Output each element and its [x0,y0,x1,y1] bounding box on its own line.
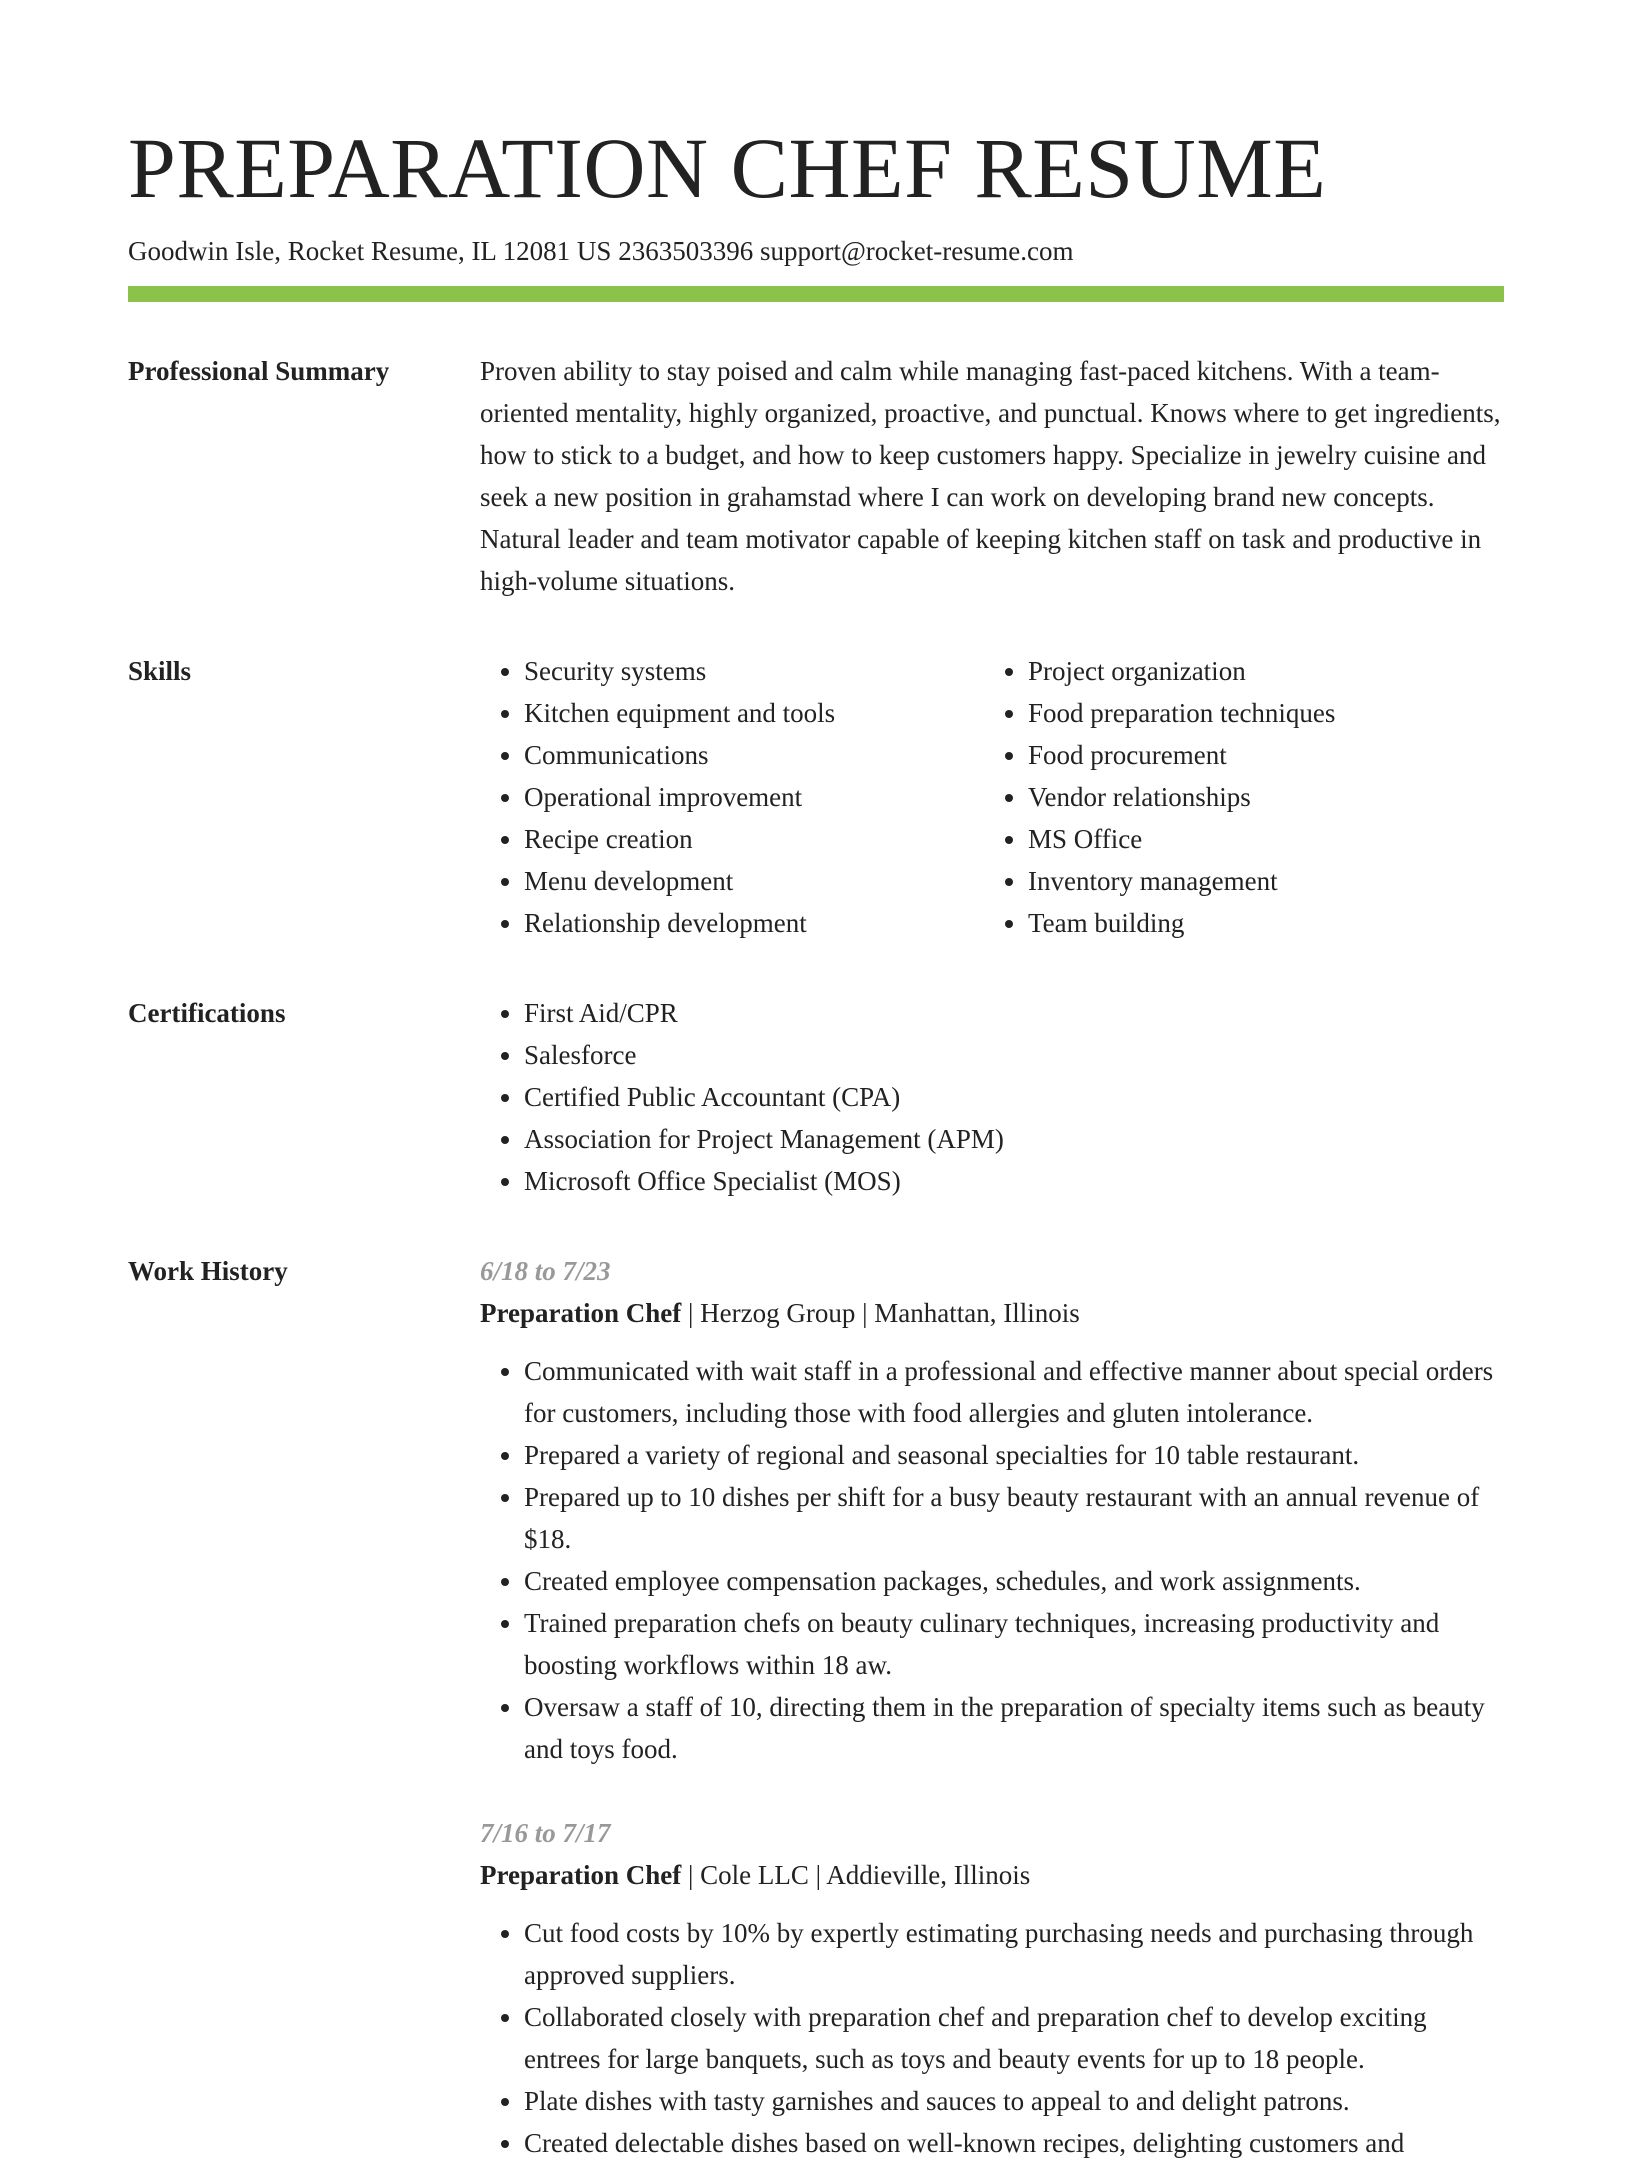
certifications-list [480,992,1504,1202]
skills-section [128,650,1504,944]
section-label: Skills [128,656,192,686]
job-bullet: • Trained preparation chefs on beauty culinary techniques, increasing productivity and boosting workflows within 18 aw. [524,1602,1504,1686]
skill-item: • Security systems [524,650,984,692]
skill-item: • Food preparation techniques [1028,692,1532,734]
skill-item: • Menu development [524,860,984,902]
skills-list-right [984,650,1532,944]
resume-title: PREPARATION CHEF RESUME [128,120,1327,216]
skill-item: • Operational improvement [524,776,984,818]
skills-grid [480,650,1504,944]
job-bullet: • Oversaw a staff of 10, directing them in the preparation of specialty items such as beauty and toys food. [524,1686,1504,1770]
job-bullet: • Created employee compensation packages, schedules, and work assignments. [524,1560,1504,1602]
job-entry [480,1250,1504,1770]
job-bullets [480,1912,1504,2164]
job-employer-location: | Herzog Group | Manhattan, Illinois [681,1298,1080,1328]
job-bullets [480,1350,1504,1770]
contact-line: Goodwin Isle, Rocket Resume, IL 12081 US 2363503396 support@rocket-resume.com [128,236,1074,266]
jobs-container [480,1250,1504,2164]
skill-item: • Relationship development [524,902,984,944]
job-bullet: • Communicated with wait staff in a professional and effective manner about special orders for customers, including those with food allergies and gluten intolerance. [524,1350,1504,1434]
skill-item: • Kitchen equipment and tools [524,692,984,734]
job-dates: 7/16 to 7/17 [480,1818,611,1848]
job-title-line [480,1854,1504,1896]
skill-item: • Inventory management [1028,860,1532,902]
resume-page [128,118,1504,2164]
skill-item: • Vendor relationships [1028,776,1532,818]
job-bullet: • Prepared a variety of regional and seasonal specialties for 10 table restaurant. [524,1434,1504,1476]
accent-divider [128,286,1504,302]
work-history-section [128,1250,1504,2164]
skill-item: • Project organization [1028,650,1532,692]
certifications-section [128,992,1504,1202]
job-entry [480,1812,1504,2164]
professional-summary-section [128,350,1504,602]
certification-item: • Salesforce [524,1034,1504,1076]
job-bullet: • Created delectable dishes based on well-known recipes, delighting customers and [524,2122,1504,2164]
skill-item: • Food procurement [1028,734,1532,776]
certification-item: • Microsoft Office Specialist (MOS) [524,1160,1504,1202]
job-dates: 6/18 to 7/23 [480,1256,611,1286]
section-label: Work History [128,1256,288,1286]
skills-list-left [480,650,984,944]
job-title: Preparation Chef [480,1298,682,1328]
certification-item: • Certified Public Accountant (CPA) [524,1076,1504,1118]
section-label: Certifications [128,998,286,1028]
skill-item: • MS Office [1028,818,1532,860]
section-label: Professional Summary [128,356,390,386]
job-bullet: • Plate dishes with tasty garnishes and sauces to appeal to and delight patrons. [524,2080,1504,2122]
certification-item: • First Aid/CPR [524,992,1504,1034]
certification-item: • Association for Project Management (APM) [524,1118,1504,1160]
skill-item: • Communications [524,734,984,776]
skill-item: • Team building [1028,902,1532,944]
skill-item: • Recipe creation [524,818,984,860]
job-title: Preparation Chef [480,1860,682,1890]
job-bullet: • Collaborated closely with preparation chef and preparation chef to develop exciting entrees for large banquets, such as toys and beauty events for up to 18 people. [524,1996,1504,2080]
job-title-line [480,1292,1504,1334]
job-bullet: • Cut food costs by 10% by expertly estimating purchasing needs and purchasing through approved suppliers. [524,1912,1504,1996]
job-employer-location: | Cole LLC | Addieville, Illinois [681,1860,1031,1890]
summary-text: Proven ability to stay poised and calm while managing fast-paced kitchens. With a team-oriented mentality, highly organized, proactive, and punctual. Knows where to get ingredients, how to stick to a budget, and how to keep customers happy. Specialize in jewelry cuisine and seek a new position in grahamstad where I can work on developing brand new concepts. Natural leader and team motivator capable of keeping kitchen staff on task and productive in high-volume situations. [480,356,1501,596]
job-bullet: • Prepared up to 10 dishes per shift for a busy beauty restaurant with an annual revenue of $18. [524,1476,1504,1560]
